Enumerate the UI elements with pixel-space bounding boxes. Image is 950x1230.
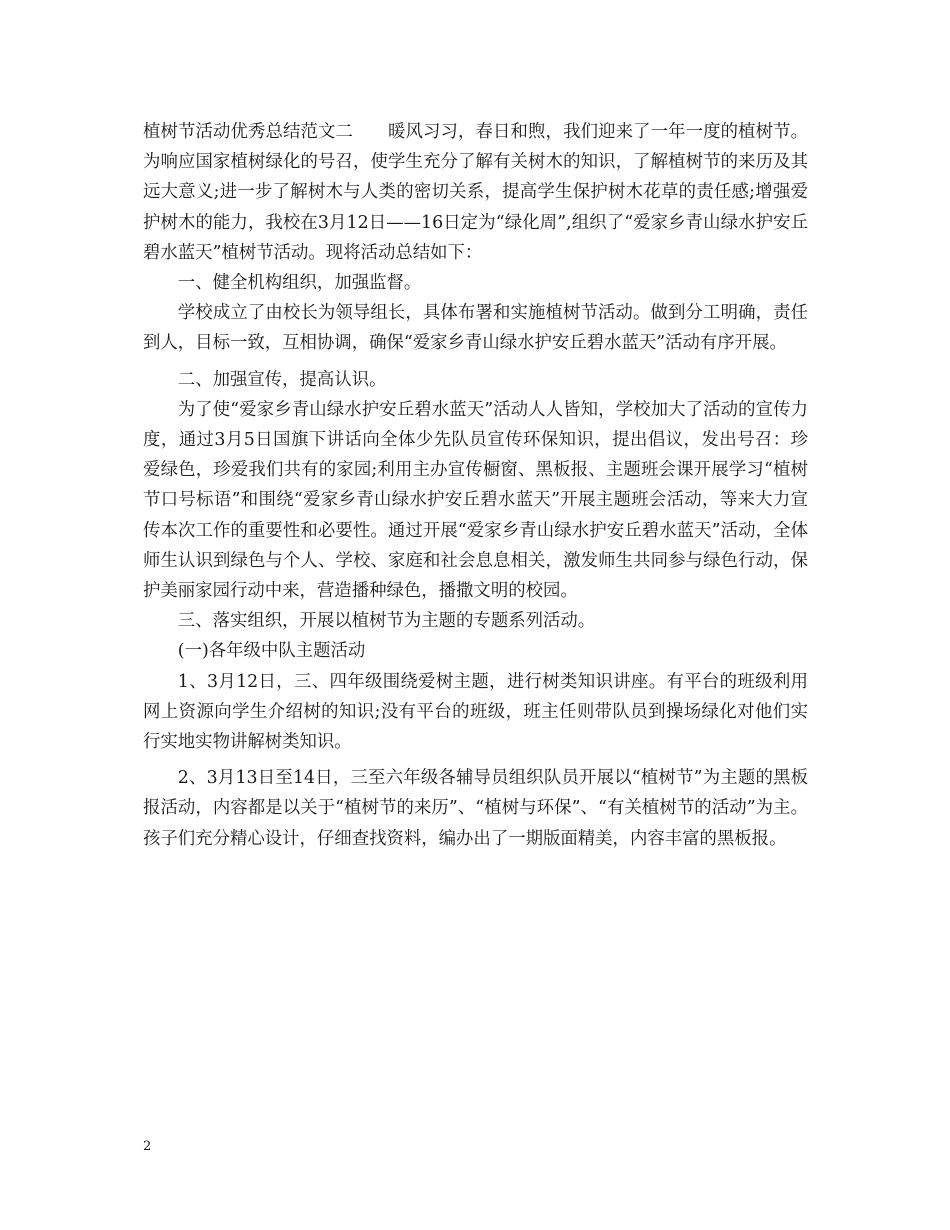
page-number: 2 [143,1139,152,1154]
paragraph-section-2: 为了使“爱家乡青山绿水护安丘碧水蓝天”活动人人皆知，学校加大了活动的宣传力度，通过3月5日国旗下讲话向全体少先队员宣传环保知识，提出倡议，发出号召：珍爱绿色，珍爱我们共有的家园;利用主办宣传橱窗、黑板报、主题班会课开展学习“植树节口号标语”和围绕“爱家乡青山绿水护安丘碧水蓝天”开展主题班会活动，等来大力宣传本次工作的重要性和必要性。通过开展“爱家乡青山绿水护安丘碧水蓝天”活动，全体师生认识到绿色与个人、学校、家庭和社会息息相关，激发师生共同参与绿色行动，保护美丽家园行动中来，营造播种绿色，播撒文明的校园。 [143,399,808,602]
paragraph-intro: 植树节活动优秀总结范文二 暖风习习，春日和煦，我们迎来了一年一度的植树节。为响应国家植树绿化的号召，使学生充分了解有关树木的知识，了解植树节的来历及其远大意义;进一步了解树木与人类的密切关系，提高学生保护树木花草的责任感;增强爱护树木的能力，我校在3月12日——16日定为“绿化周”,组织了“爱家乡青山绿水护安丘碧水蓝天”植树节活动。现将活动总结如下： [143,122,808,263]
heading-section-3: 三、落实组织，开展以植树节为主题的专题系列活动。 [177,611,596,632]
paragraph-activity-2: 2、3月13日至14日，三至六年级各辅导员组织队员开展以“植树节”为主题的黑板报活动，内容都是以关于“植树节的来历”、“植树与环保”、“有关植树节的活动”为主。孩子们充分精心设计，仔细查找资料，编办出了一期版面精美，内容丰富的黑板报。 [143,768,808,849]
paragraph-section-1: 学校成立了由校长为领导组长，具体布署和实施植树节活动。做到分工明确，责任到人，目标一致，互相协调，确保“爱家乡青山绿水护安丘碧水蓝天”活动有序开展。 [143,303,808,354]
heading-section-2: 二、加强宣传，提高认识。 [177,369,387,390]
heading-section-1: 一、健全机构组织，加强监督。 [177,273,422,294]
document-body [143,117,808,854]
paragraph-activity-1: 1、3月12日，三、四年级围绕爱树主题，进行树类知识讲座。有平台的班级利用网上资源向学生介绍树的知识;没有平台的班级，班主任则带队员到操场绿化对他们实行实地实物讲解树类知识。 [143,671,808,753]
subheading-grade-activities: (一)各年级中队主题活动 [177,641,366,662]
